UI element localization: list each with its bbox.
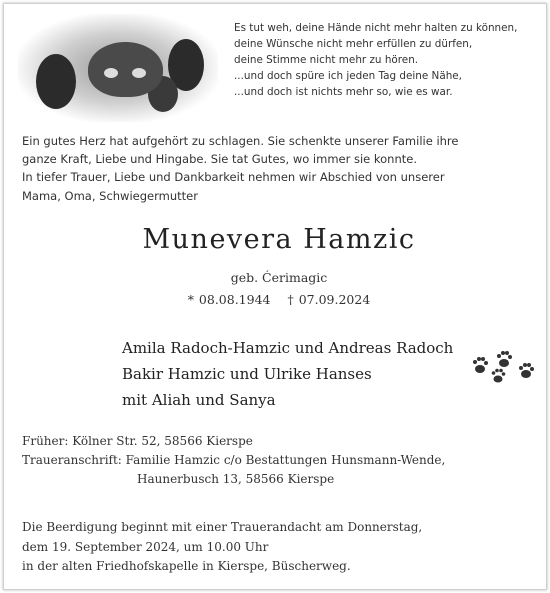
address-block xyxy=(22,432,445,489)
funeral-line: in der alten Friedhofskapelle in Kierspe, Büscherweg. xyxy=(22,559,351,573)
paw-prints-icon xyxy=(470,349,540,385)
funeral-line: dem 19. September 2024, um 10.00 Uhr xyxy=(22,539,269,554)
poem-line: deine Wünsche nicht mehr erfüllen zu dürfen, xyxy=(234,38,473,51)
family-line: Bakir Hamzic und Ulrike Hanses xyxy=(122,365,372,383)
sewing-photo xyxy=(18,14,218,122)
intro-line: In tiefer Trauer, Liebe und Dankbarkeit nehmen wir Abschied von unserer xyxy=(22,170,445,185)
intro-text xyxy=(22,132,542,205)
family-list xyxy=(122,335,453,413)
mourning-address: Traueranschrift: Familie Hamzic c/o Bestattungen Hunsmann-Wende, xyxy=(22,453,446,467)
mourning-address-street: Haunerbusch 13, 58566 Kierspe xyxy=(137,472,335,486)
family-line: mit Aliah und Sanya xyxy=(122,391,276,409)
intro-line: Ein gutes Herz hat aufgehört zu schlagen. Sie schenkte unserer Familie ihre xyxy=(22,134,459,148)
funeral-info xyxy=(22,518,422,577)
poem-block xyxy=(234,20,544,100)
poem-line: ...und doch spüre ich jeden Tag deine Nähe, xyxy=(234,70,462,83)
birth-date: * 08.08.1944 xyxy=(187,292,271,307)
family-line: Amila Radoch-Hamzic und Andreas Radoch xyxy=(122,339,454,357)
cushion-eye-left xyxy=(104,68,118,78)
intro-line: Mama, Oma, Schwiegermutter xyxy=(22,188,198,203)
funeral-line: Die Beerdigung beginnt mit einer Trauerandacht am Donnerstag, xyxy=(22,520,423,534)
obituary-card xyxy=(3,3,547,590)
death-date: † 07.09.2024 xyxy=(287,292,371,307)
maiden-name: geb. Ćerimagic xyxy=(230,270,328,285)
poem-line: ...und doch ist nichts mehr so, wie es war. xyxy=(234,86,453,99)
poem-line: deine Stimme nicht mehr zu hören. xyxy=(234,54,419,67)
deceased-name: Munevera Hamzic xyxy=(142,224,416,255)
pin-cushion xyxy=(88,42,163,97)
intro-line: ganze Kraft, Liebe und Hingabe. Sie tat Gutes, wo immer sie konnte. xyxy=(22,152,417,167)
cushion-eye-right xyxy=(132,68,146,78)
poem-line: Es tut weh, deine Hände nicht mehr halten zu können, xyxy=(234,22,518,34)
life-dates xyxy=(4,292,550,307)
former-address: Früher: Kölner Str. 52, 58566 Kierspe xyxy=(22,434,253,448)
thread-spool-left xyxy=(36,54,76,109)
